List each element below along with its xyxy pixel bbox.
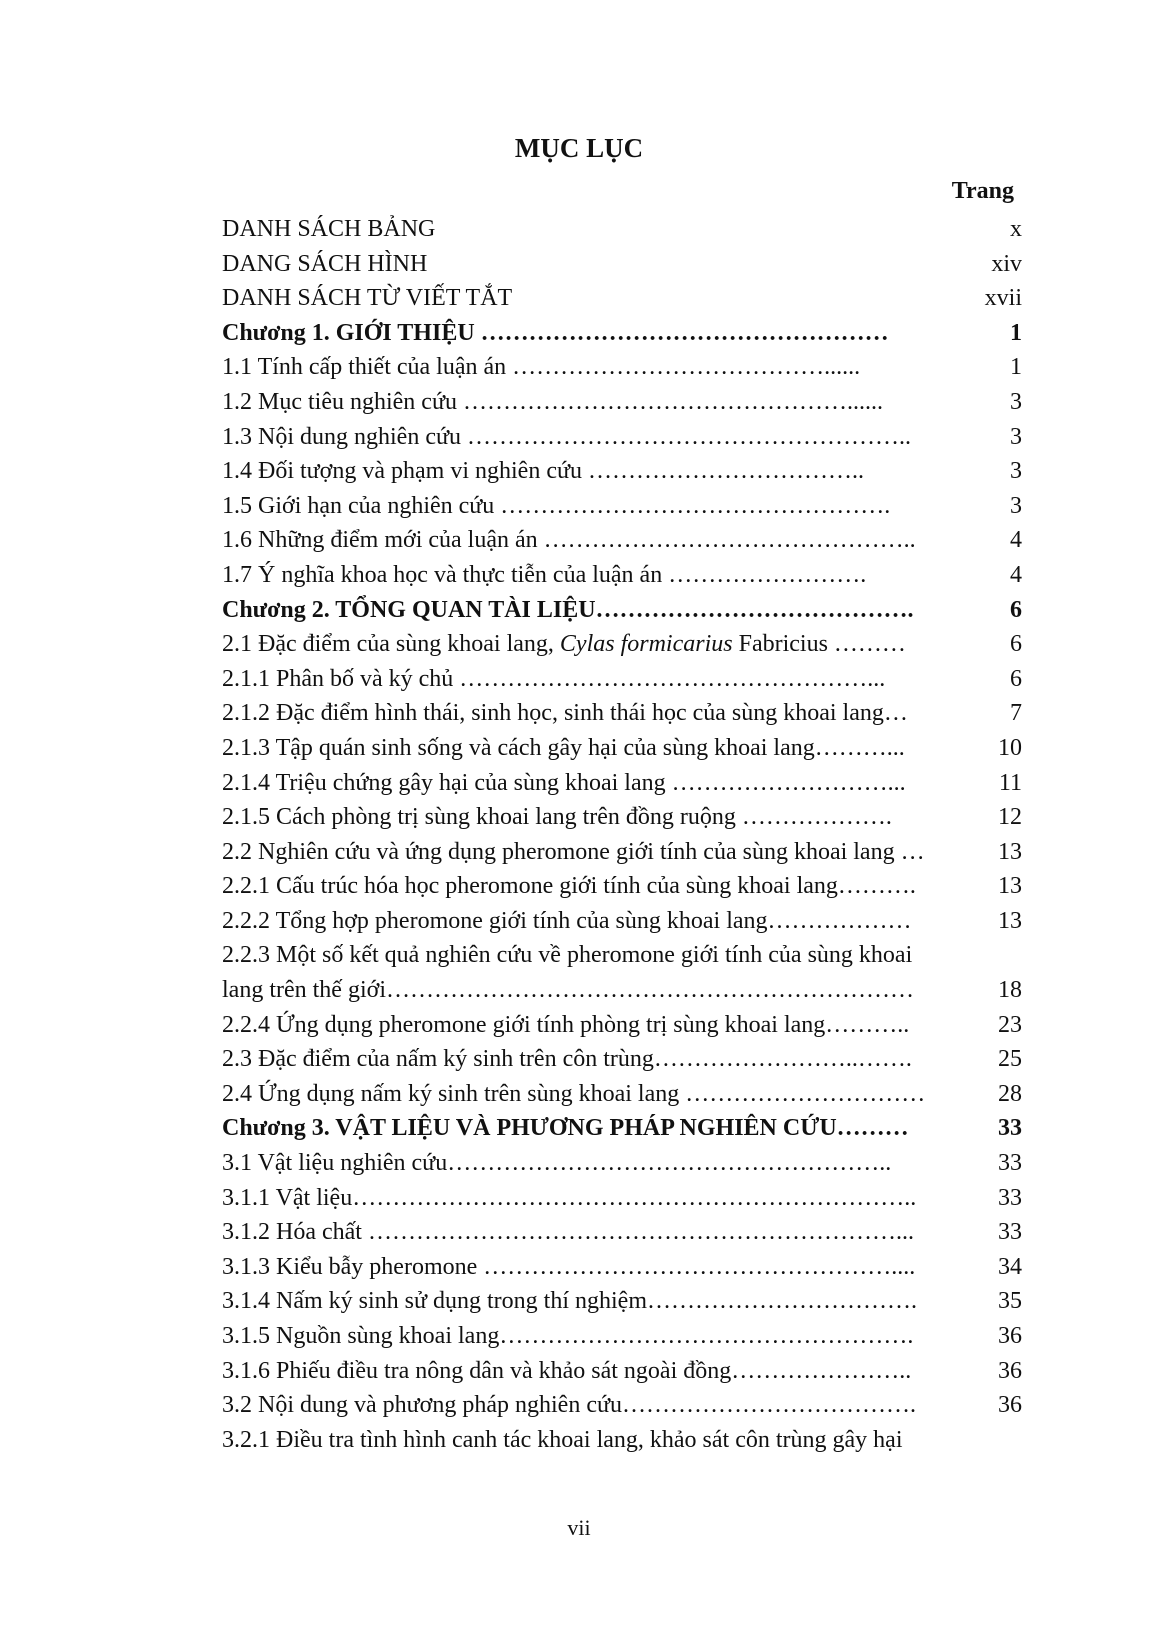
toc-entry-title: Chương 1. GIỚI THIỆU ……………………………………………: [222, 319, 889, 346]
toc-entry[interactable]: [222, 1146, 1022, 1181]
toc-entry-page: 6: [1010, 631, 1022, 658]
toc-entry-page: 6: [1010, 665, 1022, 692]
toc-entry-title: 1.4 Đối tượng và phạm vi nghiên cứu ……………………………..: [222, 458, 864, 485]
toc-entry[interactable]: [222, 731, 1022, 766]
toc-entry-page: 4: [1010, 527, 1022, 554]
toc-entry-page: 7: [1010, 700, 1022, 727]
toc-entry-title: 1.1 Tính cấp thiết của luận án …………………………………......: [222, 354, 861, 381]
toc-entry-title: 3.1.1 Vật liệu……………………………………………………………..: [222, 1184, 917, 1211]
toc-entry-page: 11: [998, 769, 1022, 796]
toc-entry[interactable]: [222, 523, 1022, 558]
page-title: MỤC LỤC: [514, 133, 644, 163]
toc-entry[interactable]: [222, 766, 1022, 801]
toc-entry[interactable]: [222, 489, 1022, 524]
toc-entry-page: 6: [1010, 596, 1022, 623]
toc-entry-title: 1.6 Những điểm mới của luận án ………………………………………..: [222, 527, 916, 554]
toc-entry[interactable]: [222, 973, 1022, 1008]
toc-entry-page: 36: [998, 1323, 1022, 1349]
toc-entry-page: 23: [998, 1011, 1022, 1038]
toc-entry-title: 3.1.5 Nguồn sùng khoai lang…………………………………………….: [222, 1323, 914, 1349]
toc-entry[interactable]: [222, 281, 1022, 316]
toc-entry-page: 34: [998, 1253, 1022, 1280]
toc-entry-page: 25: [998, 1046, 1022, 1073]
toc-entry[interactable]: [222, 1181, 1022, 1216]
toc-entry[interactable]: [222, 835, 1022, 870]
toc-entry-title: 2.2 Nghiên cứu và ứng dụng pheromone giới tính của sùng khoai lang …: [222, 838, 925, 865]
table-of-contents: [222, 212, 1022, 1457]
toc-entry-page: 4: [1010, 561, 1022, 588]
toc-entry-title: 2.2.2 Tổng hợp pheromone giới tính của sùng khoai lang………………: [222, 907, 912, 934]
toc-entry-title: lang trên thế giới…………………………………………………………: [222, 977, 914, 1004]
toc-entry-title: 1.3 Nội dung nghiên cứu ………………………………………………..: [222, 423, 911, 450]
toc-entry[interactable]: [222, 1111, 1022, 1146]
toc-entry-page: 28: [998, 1080, 1022, 1107]
toc-entry-page: 36: [998, 1357, 1022, 1384]
toc-entry-title: 1.7 Ý nghĩa khoa học và thực tiễn của luận án …………………….: [222, 561, 867, 588]
toc-entry-title: 3.2.1 Điều tra tình hình canh tác khoai lang, khảo sát côn trùng gây hại: [222, 1426, 903, 1453]
toc-entry[interactable]: [222, 316, 1022, 351]
toc-entry-title: 2.1 Đặc điểm của sùng khoai lang, Cylas formicarius Fabricius ………: [222, 631, 906, 658]
toc-entry[interactable]: [222, 1008, 1022, 1043]
footer-page-number: vii: [567, 1515, 591, 1540]
toc-entry-title: Chương 2. TỔNG QUAN TÀI LIỆU………………………………….: [222, 596, 914, 623]
toc-entry-title: 2.1.2 Đặc điểm hình thái, sinh học, sinh thái học của sùng khoai lang…: [222, 700, 908, 727]
toc-entry-title: 3.1 Vật liệu nghiên cứu………………………………………………..: [222, 1150, 892, 1177]
toc-entry-page: 13: [998, 873, 1022, 900]
toc-entry-title: 3.1.3 Kiểu bẫy pheromone ……………………………………………....: [222, 1253, 916, 1280]
toc-entry[interactable]: [222, 350, 1022, 385]
toc-entry-page: 33: [998, 1150, 1022, 1177]
toc-entry-title: 2.3 Đặc điểm của nấm ký sinh trên côn trùng……………………..…….: [222, 1046, 912, 1073]
toc-entry[interactable]: [222, 1042, 1022, 1077]
page-column-header: Trang: [951, 178, 1014, 204]
toc-entry-title: 2.1.5 Cách phòng trị sùng khoai lang trên đồng ruộng ……………….: [222, 804, 892, 831]
toc-entry[interactable]: [222, 662, 1022, 697]
toc-entry[interactable]: [222, 1077, 1022, 1112]
toc-entry[interactable]: [222, 627, 1022, 662]
toc-entry-page: 33: [998, 1115, 1022, 1142]
toc-entry-page: 12: [998, 804, 1022, 831]
toc-entry-title: 2.2.1 Cấu trúc hóa học pheromone giới tính của sùng khoai lang……….: [222, 873, 916, 900]
toc-entry-title: 1.5 Giới hạn của nghiên cứu ………………………………………….: [222, 492, 891, 519]
toc-entry[interactable]: [222, 385, 1022, 420]
toc-entry-title: DANH SÁCH TỪ VIẾT TẮT: [222, 285, 513, 312]
toc-entry[interactable]: [222, 1388, 1022, 1423]
toc-entry[interactable]: [222, 247, 1022, 282]
toc-entry[interactable]: [222, 938, 1022, 973]
toc-entry-title: 3.2 Nội dung và phương pháp nghiên cứu……………………………….: [222, 1392, 916, 1419]
toc-entry-title: 3.1.6 Phiếu điều tra nông dân và khảo sát ngoài đồng…………………..: [222, 1357, 912, 1384]
toc-entry-page: 33: [998, 1219, 1022, 1246]
toc-entry[interactable]: [222, 696, 1022, 731]
toc-entry[interactable]: [222, 1354, 1022, 1389]
toc-entry-page: 1: [1010, 319, 1022, 346]
toc-entry-page: 18: [998, 977, 1022, 1004]
toc-entry-page: 13: [998, 907, 1022, 934]
toc-entry-page: 10: [998, 734, 1022, 761]
toc-entry-title: 2.2.3 Một số kết quả nghiên cứu về pheromone giới tính của sùng khoai: [222, 942, 913, 969]
toc-entry[interactable]: [222, 1215, 1022, 1250]
toc-entry-page: 1: [1010, 354, 1022, 381]
toc-entry-title: DANG SÁCH HÌNH: [222, 250, 428, 277]
toc-entry-page: xvii: [984, 285, 1022, 312]
toc-entry-title: 2.2.4 Ứng dụng pheromone giới tính phòng trị sùng khoai lang………..: [222, 1011, 910, 1038]
toc-entry-page: 33: [998, 1184, 1022, 1211]
toc-entry-page: 13: [998, 838, 1022, 865]
toc-entry-title: Chương 3. VẬT LIỆU VÀ PHƯƠNG PHÁP NGHIÊN CỨU………: [222, 1115, 909, 1142]
toc-entry[interactable]: [222, 1319, 1022, 1354]
toc-entry[interactable]: [222, 212, 1022, 247]
toc-entry-title: 2.1.1 Phân bố và ký chủ ……………………………………………...: [222, 665, 886, 692]
toc-entry[interactable]: [222, 1284, 1022, 1319]
toc-entry-page: 35: [998, 1288, 1022, 1315]
toc-entry-title: 2.1.3 Tập quán sinh sống và cách gây hại của sùng khoai lang………...: [222, 734, 905, 761]
toc-entry-page: 3: [1010, 388, 1022, 415]
toc-entry-page: xiv: [991, 250, 1022, 277]
toc-entry[interactable]: [222, 904, 1022, 939]
toc-entry-page: 36: [998, 1392, 1022, 1419]
toc-entry-title: 3.1.2 Hóa chất …………………………………………………………...: [222, 1219, 914, 1246]
toc-entry-page: x: [1010, 216, 1022, 242]
toc-entry-page: 3: [1010, 492, 1022, 519]
toc-entry[interactable]: [222, 593, 1022, 628]
toc-entry[interactable]: [222, 558, 1022, 593]
toc-entry-title: 2.1.4 Triệu chứng gây hại của sùng khoai lang ………………………...: [222, 769, 906, 796]
toc-entry[interactable]: [222, 800, 1022, 835]
toc-entry-title: 1.2 Mục tiêu nghiên cứu …………………………………………......: [222, 388, 883, 415]
toc-entry-page: 3: [1010, 458, 1022, 485]
toc-entry[interactable]: [222, 869, 1022, 904]
toc-entry-title: DANH SÁCH BẢNG: [222, 216, 436, 242]
toc-entry-title: 3.1.4 Nấm ký sinh sử dụng trong thí nghiệm…………………………….: [222, 1288, 917, 1315]
toc-entry[interactable]: [222, 454, 1022, 489]
toc-entry-page: 3: [1010, 423, 1022, 450]
toc-entry[interactable]: [222, 420, 1022, 455]
toc-entry-title: 2.4 Ứng dụng nấm ký sinh trên sùng khoai lang …………………………: [222, 1080, 926, 1107]
toc-entry[interactable]: [222, 1423, 1022, 1458]
toc-entry[interactable]: [222, 1250, 1022, 1285]
